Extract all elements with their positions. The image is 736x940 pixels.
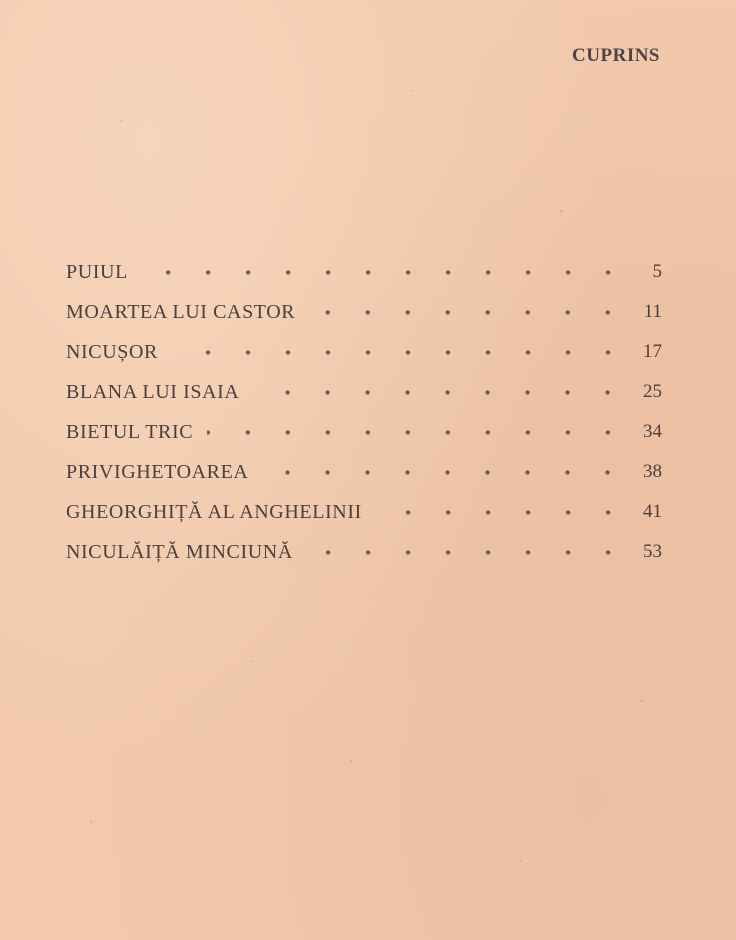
- toc-entry-title: PRIVIGHETOAREA: [66, 460, 249, 483]
- paper-speck: [120, 120, 123, 122]
- paper-speck: [250, 660, 252, 662]
- toc-entry-title: NICUȘOR: [66, 340, 158, 363]
- toc-entry-title: PUIUL: [66, 260, 128, 283]
- toc-entry: [66, 372, 662, 412]
- toc-entry-page: 25: [643, 381, 662, 402]
- paper-speck: [350, 760, 353, 762]
- toc-entry: [66, 412, 662, 452]
- dot-leader: [253, 385, 628, 399]
- toc-entry: [66, 332, 662, 372]
- toc-entry-title: MOARTEA LUI CASTOR: [66, 300, 296, 323]
- dot-leader: [307, 545, 628, 559]
- toc-entry-page: 38: [643, 461, 662, 482]
- toc-entry-title: NICULĂIȚĂ MINCIUNĂ: [66, 540, 293, 563]
- toc-heading: CUPRINS: [572, 45, 660, 66]
- toc-entry: [66, 492, 662, 532]
- dot-leader: [376, 505, 628, 519]
- toc-entry-page: 53: [643, 541, 662, 562]
- table-of-contents: [66, 252, 662, 572]
- paper-speck: [560, 210, 563, 213]
- toc-entry: [66, 452, 662, 492]
- toc-entry-title: GHEORGHIȚĂ AL ANGHELINII: [66, 500, 362, 523]
- paper-speck: [410, 90, 412, 92]
- toc-entry-page: 5: [652, 261, 662, 282]
- toc-entry-page: 11: [643, 301, 662, 322]
- paper-speck: [90, 820, 92, 823]
- toc-entry-page: 41: [643, 501, 662, 522]
- toc-entry-page: 17: [643, 341, 662, 362]
- dot-leader: [142, 265, 628, 279]
- dot-leader: [309, 305, 628, 319]
- toc-entry: [66, 252, 662, 292]
- toc-entry-title: BIETUL TRIC: [66, 420, 194, 443]
- toc-entry: [66, 532, 662, 572]
- toc-entry-page: 34: [643, 421, 662, 442]
- dot-leader: [172, 345, 628, 359]
- paper-speck: [520, 860, 522, 862]
- dot-leader: [207, 425, 628, 439]
- paper-speck: [640, 700, 643, 702]
- dot-leader: [262, 465, 628, 479]
- toc-entry-title: BLANA LUI ISAIA: [66, 380, 240, 403]
- toc-entry: [66, 292, 662, 332]
